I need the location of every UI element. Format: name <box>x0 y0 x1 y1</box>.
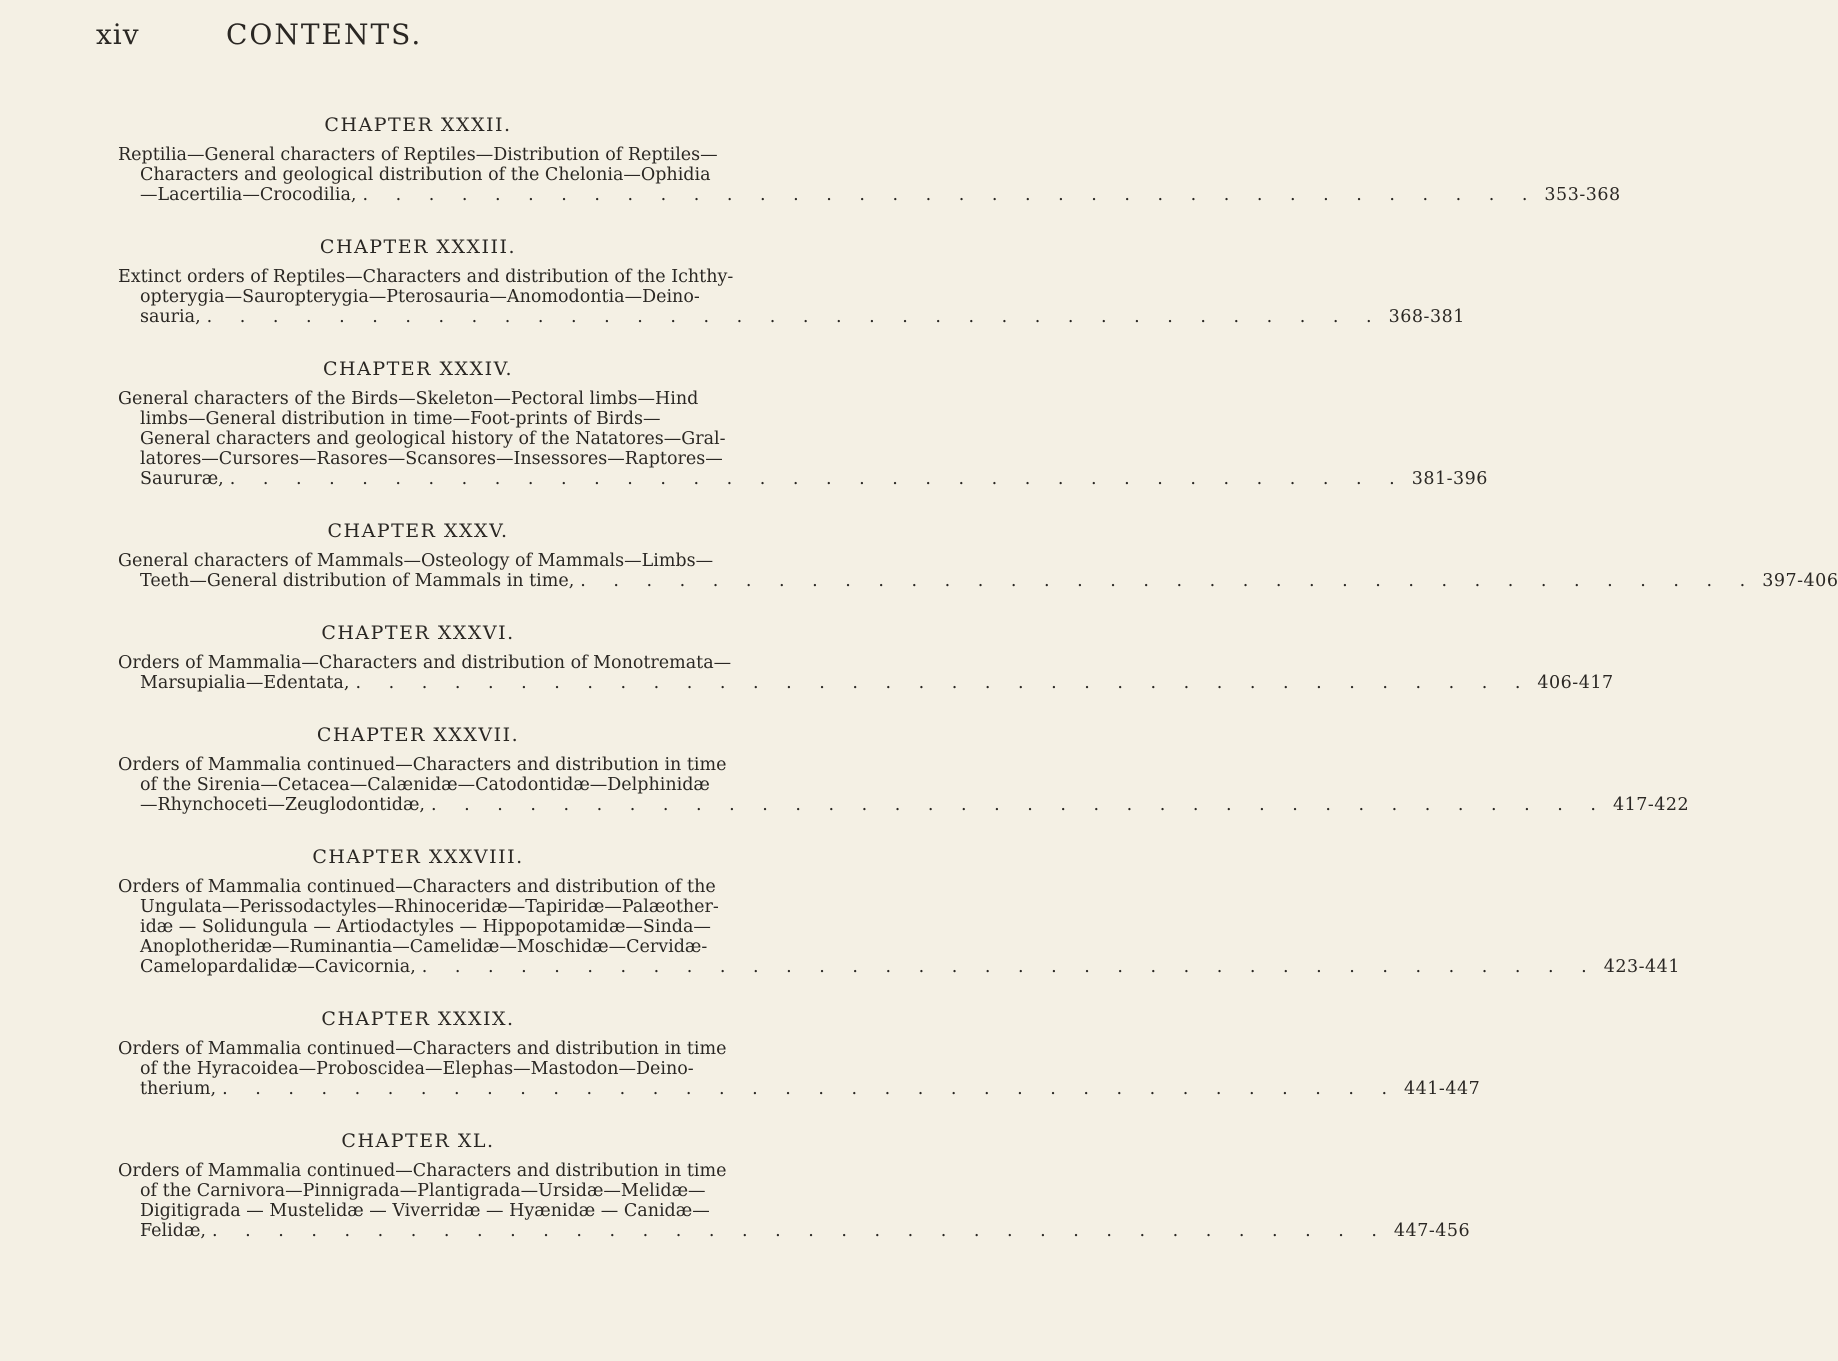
description-text: Digitigrada — Mustelidæ — Viverridæ — Hyænidæ — Canidæ— <box>140 1201 710 1221</box>
description-line <box>118 165 718 185</box>
description-text: Reptilia—General characters of Reptiles—Distribution of Reptiles— <box>118 145 718 165</box>
page-range: 417-422 <box>1612 795 1690 815</box>
description-line <box>118 795 1690 815</box>
chapter-description <box>118 389 1488 489</box>
description-line <box>118 1079 1481 1099</box>
description-text: idæ — Solidungula — Artiodactyles — Hippopotamidæ—Sinda— <box>140 917 711 937</box>
chapter-entry <box>118 114 1621 205</box>
description-line <box>118 469 1488 489</box>
description-text: Extinct orders of Reptiles—Characters and distribution of the Ichthy- <box>118 267 734 287</box>
chapter-heading: CHAPTER XXXV. <box>327 520 509 542</box>
chapter-description <box>118 1161 1471 1241</box>
description-text: Orders of Mammalia continued—Characters and distribution of the <box>118 877 716 897</box>
description-line <box>118 877 718 897</box>
dot-leader: . . . . . . . . . . . . . . . . . . . . . . . . . . . . . . . . . . . . <box>362 185 1539 205</box>
description-text: of the Carnivora—Pinnigrada—Plantigrada—Ursidæ—Melidæ— <box>140 1181 706 1201</box>
page-range: 368-381 <box>1388 307 1465 327</box>
chapter-description <box>118 653 1614 693</box>
chapter-description <box>118 551 1838 591</box>
description-text: Camelopardalidæ—Cavicornia, <box>140 957 416 977</box>
dot-leader: . . . . . . . . . . . . . . . . . . . . . . . . . . . . . . . . . . . . <box>229 469 1406 489</box>
dot-leader: . . . . . . . . . . . . . . . . . . . . . . . . . . . . . . . . . . . . <box>421 957 1598 977</box>
description-line <box>118 185 1621 205</box>
chapter-entry <box>118 520 1838 591</box>
description-text: therium, <box>140 1079 217 1099</box>
description-line <box>118 307 1465 327</box>
dot-leader: . . . . . . . . . . . . . . . . . . . . . . . . . . . . . . . . . . . . <box>355 673 1532 693</box>
dot-leader: . . . . . . . . . . . . . . . . . . . . . . . . . . . . . . . . . . . . <box>222 1079 1399 1099</box>
description-line <box>118 1201 718 1221</box>
description-text: Orders of Mammalia continued—Characters and distribution in time <box>118 755 727 775</box>
description-line <box>118 449 723 469</box>
description-text: of the Hyracoidea—Proboscidea—Elephas—Mastodon—Deino- <box>140 1059 694 1079</box>
chapter-entry <box>118 1130 1471 1241</box>
description-text: Orders of Mammalia—Characters and distribution of Monotremata— <box>118 653 732 673</box>
page-range: 353-368 <box>1544 185 1621 205</box>
chapter-entry <box>118 236 1465 327</box>
description-line <box>118 287 718 307</box>
chapter-description <box>118 755 1690 815</box>
chapter-entry <box>118 358 1488 489</box>
dot-leader: . . . . . . . . . . . . . . . . . . . . . . . . . . . . . . . . . . . . <box>580 571 1757 591</box>
description-text: Ungulata—Perissodactyles—Rhinoceridæ—Tapiridæ—Palæother- <box>140 897 719 917</box>
dot-leader: . . . . . . . . . . . . . . . . . . . . . . . . . . . . . . . . . . . . <box>206 307 1383 327</box>
description-text: Felidæ, <box>140 1221 206 1241</box>
description-text: —Rhynchoceti—Zeuglodontidæ, <box>140 795 425 815</box>
description-text: of the Sirenia—Cetacea—Calænidæ—Catodontidæ—Delphinidæ <box>140 775 710 795</box>
chapter-heading: CHAPTER XXXIX. <box>321 1008 515 1030</box>
dot-leader: . . . . . . . . . . . . . . . . . . . . . . . . . . . . . . . . . . . . <box>211 1221 1388 1241</box>
running-head-title: CONTENTS. <box>226 18 423 51</box>
chapter-entry <box>118 846 1680 977</box>
description-line <box>118 937 718 957</box>
chapter-heading: CHAPTER XXXVIII. <box>312 846 524 868</box>
chapter-entry <box>118 724 1690 815</box>
description-text: opterygia—Sauropterygia—Pterosauria—Anomodontia—Deino- <box>140 287 700 307</box>
chapter-description <box>118 1039 1481 1099</box>
description-text: sauria, <box>140 307 201 327</box>
description-line <box>118 409 718 429</box>
chapter-entry <box>118 1008 1481 1099</box>
description-line <box>118 957 1680 977</box>
chapter-entry <box>118 622 1614 693</box>
description-text: latores—Cursores—Rasores—Scansores—Insessores—Raptores— <box>140 449 723 469</box>
chapter-heading: CHAPTER XXXIII. <box>319 236 517 258</box>
description-text: limbs—General distribution in time—Foot-prints of Birds— <box>140 409 661 429</box>
chapter-heading: CHAPTER XXXIV. <box>322 358 514 380</box>
page-range: 441-447 <box>1404 1079 1481 1099</box>
description-line <box>118 1181 718 1201</box>
chapter-heading: CHAPTER XL. <box>341 1130 495 1152</box>
description-line <box>118 429 726 449</box>
page-range: 406-417 <box>1537 673 1614 693</box>
chapter-heading: CHAPTER XXXVII. <box>316 724 520 746</box>
description-text: Anoplotheridæ—Ruminantia—Camelidæ—Moschidæ—Cervidæ- <box>140 937 708 957</box>
description-line <box>118 1059 718 1079</box>
description-text: Marsupialia—Edentata, <box>140 673 350 693</box>
description-text: Saururæ, <box>140 469 224 489</box>
description-line <box>118 755 727 775</box>
description-line <box>118 145 718 165</box>
description-text: Characters and geological distribution of the Chelonia—Ophidia <box>140 165 711 185</box>
description-line <box>118 571 1838 591</box>
chapter-heading: CHAPTER XXXII. <box>324 114 512 136</box>
page-range: 423-441 <box>1603 957 1680 977</box>
description-text: Teeth—General distribution of Mammals in time, <box>140 571 575 591</box>
description-text: General characters of the Birds—Skeleton—Pectoral limbs—Hind <box>118 389 699 409</box>
dot-leader: . . . . . . . . . . . . . . . . . . . . . . . . . . . . . . . . . . . . <box>430 795 1607 815</box>
description-line <box>118 389 718 409</box>
description-line <box>118 1039 727 1059</box>
chapter-description <box>118 267 1465 327</box>
description-line <box>118 897 718 917</box>
description-line <box>118 1161 727 1181</box>
description-text: —Lacertilia—Crocodilia, <box>140 185 357 205</box>
description-line <box>118 1221 1471 1241</box>
description-text: Orders of Mammalia continued—Characters and distribution in time <box>118 1039 727 1059</box>
description-line <box>118 673 1614 693</box>
page-header <box>96 18 761 58</box>
description-text: General characters of Mammals—Osteology of Mammals—Limbs— <box>118 551 714 571</box>
description-line <box>118 775 718 795</box>
page-range: 381-396 <box>1411 469 1488 489</box>
page-range: 397-406 <box>1762 571 1838 591</box>
page-number: xiv <box>96 18 140 51</box>
description-line <box>118 551 718 571</box>
description-line <box>118 917 718 937</box>
chapter-description <box>118 145 1621 205</box>
description-line <box>118 653 732 673</box>
description-text: Orders of Mammalia continued—Characters and distribution in time <box>118 1161 727 1181</box>
description-line <box>118 267 734 287</box>
chapter-heading: CHAPTER XXXVI. <box>321 622 515 644</box>
chapter-description <box>118 877 1680 977</box>
table-of-contents <box>118 114 1838 1272</box>
page-range: 447-456 <box>1393 1221 1471 1241</box>
description-text: General characters and geological history of the Natatores—Gral- <box>140 429 726 449</box>
